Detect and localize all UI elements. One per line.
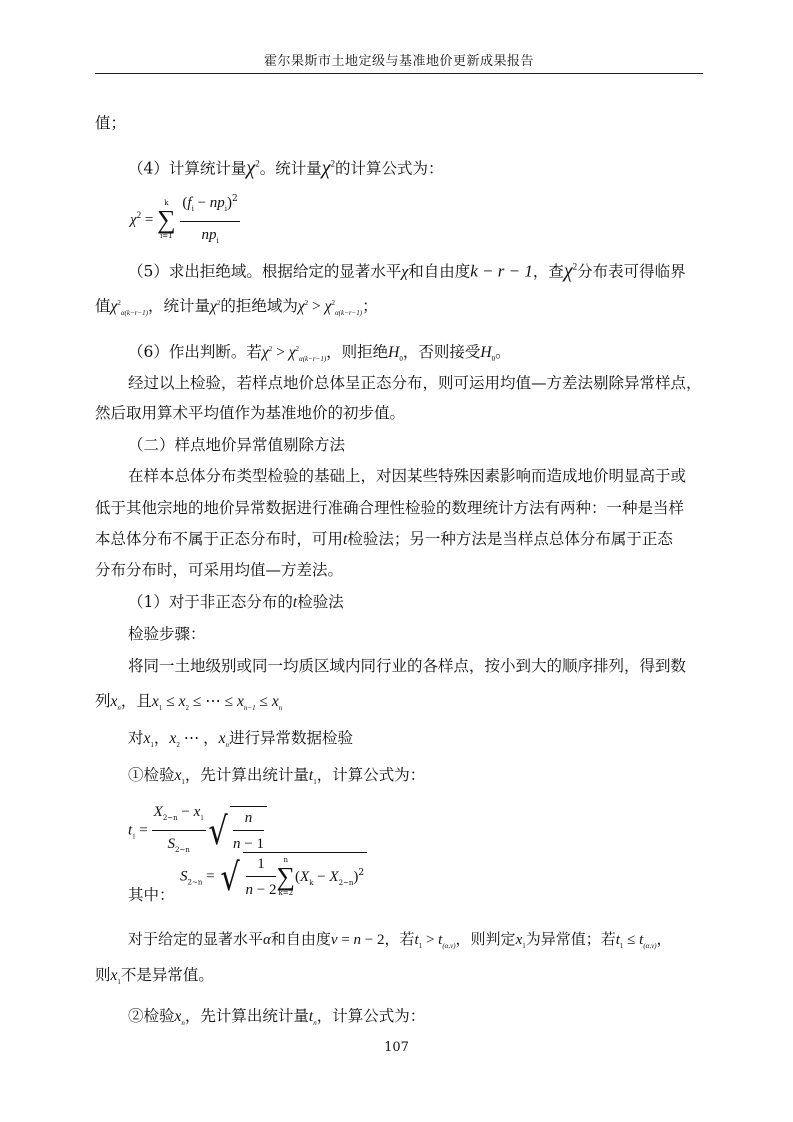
text: 则 — [95, 966, 111, 984]
null-hypothesis: $H_0$ — [480, 344, 496, 364]
text: 列 — [95, 692, 111, 710]
text: ，先计算出统计量 — [184, 1007, 309, 1025]
section-heading: （二）样点地价异常值剔除方法 — [128, 436, 346, 454]
text-line: 其中： — [128, 886, 175, 904]
text-line — [128, 152, 444, 180]
text: ； — [362, 297, 378, 316]
text-line — [128, 727, 353, 756]
t-condition: $t_1 \le t_{(\alpha,v)}$ — [615, 932, 657, 950]
rejection-condition: $\chi^2 > \chi^2_{\alpha(k-r-1)}$ — [261, 344, 327, 364]
text: 。统计量 — [259, 159, 322, 178]
t-condition: $t_1 > t_{(\alpha,v)}$ — [414, 932, 456, 950]
sequence-order: $x_1 \le x_2$ ≤ ⋯ ≤ $x_{n-1} \le x_n$ — [151, 693, 283, 713]
text-line — [95, 112, 126, 134]
text: 本总体分布不属于正态分布时，可用 — [95, 530, 344, 548]
chi-square-symbol: $\chi^2$ — [563, 259, 578, 282]
text: ，若 — [384, 930, 415, 948]
text: ，计算公式为： — [316, 766, 426, 784]
text: （5）求出拒绝域。根据给定的显著水平 — [128, 262, 402, 281]
text-line: 低于其他宗地的地价异常数据进行准确合理性检验的数理统计方法有两种：一种是当样 — [95, 499, 685, 517]
critical-value: $\chi^2_{\alpha(k-r-1)}$ — [110, 298, 148, 318]
text: 和自由度 — [270, 930, 331, 948]
text: 进行异常数据检验 — [228, 729, 353, 747]
text: 检验法 — [297, 593, 344, 611]
text-line: 然后取用算术平均值作为基准地价的初步值。 — [95, 404, 406, 422]
text-line — [128, 255, 686, 284]
text: 对 — [128, 729, 144, 747]
sequence-symbol: $x_n$ — [110, 693, 121, 713]
x1-symbol: $x_1$ — [174, 767, 185, 787]
text: 值； — [95, 114, 127, 132]
text: 对于给定的显著水平 — [128, 930, 264, 948]
text: 的计算公式为： — [335, 159, 444, 178]
text-line — [128, 591, 344, 614]
text-line — [128, 1005, 425, 1034]
chi-square-formula: $\chi^2$ = k ∑ i=1 $\frac{(f_i - np_i)^2}{np_i}$ — [130, 188, 240, 252]
text-line: 检验步骤： — [128, 625, 206, 643]
chi-square-symbol: $\chi^2$ — [321, 156, 336, 179]
text: 不是异常值。 — [120, 966, 214, 984]
text-line — [95, 528, 673, 551]
page-header: 霍尔果斯市土地定级与基准地价更新成果报告 — [263, 54, 534, 69]
text-line: 将同一土地级别或同一均质区域内同行业的各样点，按小到大的顺序排列，得到数 — [128, 657, 687, 675]
text-line — [95, 964, 214, 993]
degrees-of-freedom: k − r − 1 — [470, 261, 533, 281]
text-line — [128, 338, 511, 370]
x1-symbol: $x_1$ — [143, 730, 154, 750]
tn-symbol: $t_n$ — [308, 1008, 317, 1028]
text: ，统计量 — [147, 297, 210, 316]
text: ，计算公式为： — [316, 1007, 426, 1025]
alpha-symbol: χ — [401, 263, 409, 281]
text: 和自由度 — [408, 262, 471, 281]
t-symbol: t — [292, 594, 298, 611]
text: 分布表可得临界 — [577, 262, 686, 281]
x1-symbol: $x_1$ — [110, 967, 121, 987]
text: 为异常值；若 — [525, 930, 616, 948]
xn-symbol: $x_n$ — [174, 1008, 185, 1028]
text: 的拒绝域为 — [220, 297, 298, 316]
sequence-list: $x_2$ ⋯ ，$x_n$ — [169, 730, 229, 750]
text-line — [95, 292, 378, 324]
header-rule — [95, 73, 703, 74]
t1-symbol: $t_1$ — [308, 767, 317, 787]
text: ，则判定 — [455, 930, 516, 948]
dof-condition: v = n − 2 — [330, 932, 385, 948]
t-symbol: t — [343, 531, 348, 548]
page-number: 107 — [384, 1040, 409, 1055]
t1-formula: $t_1$ = $\frac{X_{2\sim n} - x_1}{S_{2\sim n}}$ √ $\frac{n}{n - 1}$ — [128, 800, 267, 861]
text: 检验法；另一种方法是当样点总体分布属于正态 — [347, 530, 673, 548]
text: ，查 — [532, 262, 564, 281]
text: ，否则接受 — [402, 343, 481, 362]
text: ，先计算出统计量 — [184, 766, 309, 784]
text: 。 — [495, 343, 511, 362]
null-hypothesis: $H_0$ — [388, 344, 403, 364]
text: （4）计算统计量 — [128, 159, 247, 178]
text-line — [128, 764, 425, 793]
text: ②检验 — [128, 1007, 175, 1025]
text: 值 — [95, 297, 111, 316]
text-line — [128, 928, 672, 957]
rejection-region: $\chi^2 > \chi^2_{\alpha(k-r-1)}$ — [297, 298, 363, 318]
text-line — [95, 690, 282, 719]
text: ①检验 — [128, 766, 175, 784]
text: ，且 — [120, 692, 152, 710]
text: （1）对于非正态分布的 — [128, 593, 293, 611]
x1-symbol: $x_1$ — [515, 932, 526, 950]
chi-square-symbol: $\chi^2$ — [209, 298, 221, 316]
text: ，则拒绝 — [326, 343, 389, 362]
s-formula: $S_{2\sim n}$ = √ $\frac{1}{n - 2}$ n ∑ k=2 $(X_k - X_{2\sim n})^2$ — [180, 852, 367, 901]
alpha-symbol: α — [263, 932, 271, 948]
text-line: 在样本总体分布类型检验的基础上，对因某些特殊因素影响而造成地价明显高于或 — [128, 467, 687, 485]
text-line: 经过以上检验，若样点地价总体呈正态分布，则可运用均值—方差法剔除异常样点， — [128, 374, 702, 392]
text: ， — [656, 930, 672, 948]
text: ， — [153, 729, 170, 747]
text-line: 分布分布时，可采用均值—方差法。 — [95, 561, 344, 579]
chi-square-symbol: $\chi^2$ — [246, 156, 260, 179]
text: （6）作出判断。若 — [128, 343, 262, 362]
